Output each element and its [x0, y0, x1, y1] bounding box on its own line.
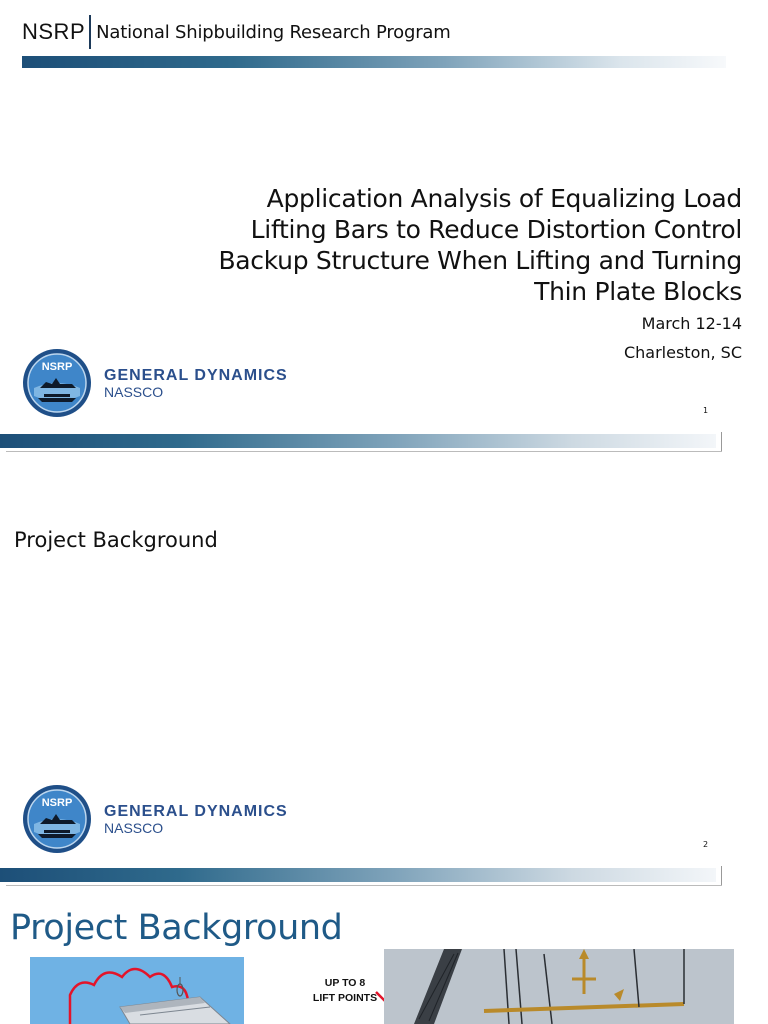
slide1-title-line: Thin Plate Blocks: [534, 277, 742, 306]
slide1-title-line: Lifting Bars to Reduce Distortion Control: [250, 215, 742, 244]
badge-text: NSRP: [41, 361, 73, 373]
block-lift-photo: [30, 957, 244, 1024]
callout-line: UP TO 8: [324, 977, 366, 989]
division-name: NASSCO: [104, 819, 164, 836]
nsrp-badge-icon: [22, 784, 92, 854]
slide1-title-line: Application Analysis of Equalizing Load: [266, 184, 742, 213]
company-name: GENERAL DYNAMICS: [104, 366, 288, 384]
company-name: GENERAL DYNAMICS: [104, 802, 288, 820]
crane-lift-photo: [384, 949, 734, 1024]
nsrp-full-name: National Shipbuilding Research Program: [96, 21, 451, 43]
block-lift-illustration: [30, 957, 244, 1024]
slide1-title-line: Backup Structure When Lifting and Turning: [218, 246, 742, 275]
badge-text: NSRP: [41, 797, 73, 809]
slide1-footer-bar: [0, 432, 722, 452]
header-divider: [89, 15, 91, 49]
slide2-title: Project Background: [14, 528, 218, 552]
slide1-date: March 12-14: [641, 314, 742, 333]
gd-nassco-logo: [22, 784, 288, 854]
division-name: NASSCO: [104, 383, 164, 400]
nsrp-badge-icon: [22, 348, 92, 418]
slide3-title: Project Background: [10, 908, 343, 948]
crane-illustration: [384, 949, 734, 1024]
slide1-page-number: 1: [703, 406, 709, 415]
gd-nassco-logo: [22, 348, 288, 418]
slide1-title: [162, 183, 742, 307]
nsrp-header: [22, 12, 451, 52]
slide2-page-number: 2: [703, 840, 709, 849]
lift-points-callout: [305, 976, 385, 1006]
slide2-footer-bar: [0, 866, 722, 886]
nsrp-acronym: NSRP: [22, 19, 86, 44]
header-gradient-bar: [22, 56, 726, 68]
slide1-location: Charleston, SC: [623, 343, 742, 362]
callout-line: LIFT POINTS: [312, 992, 378, 1004]
